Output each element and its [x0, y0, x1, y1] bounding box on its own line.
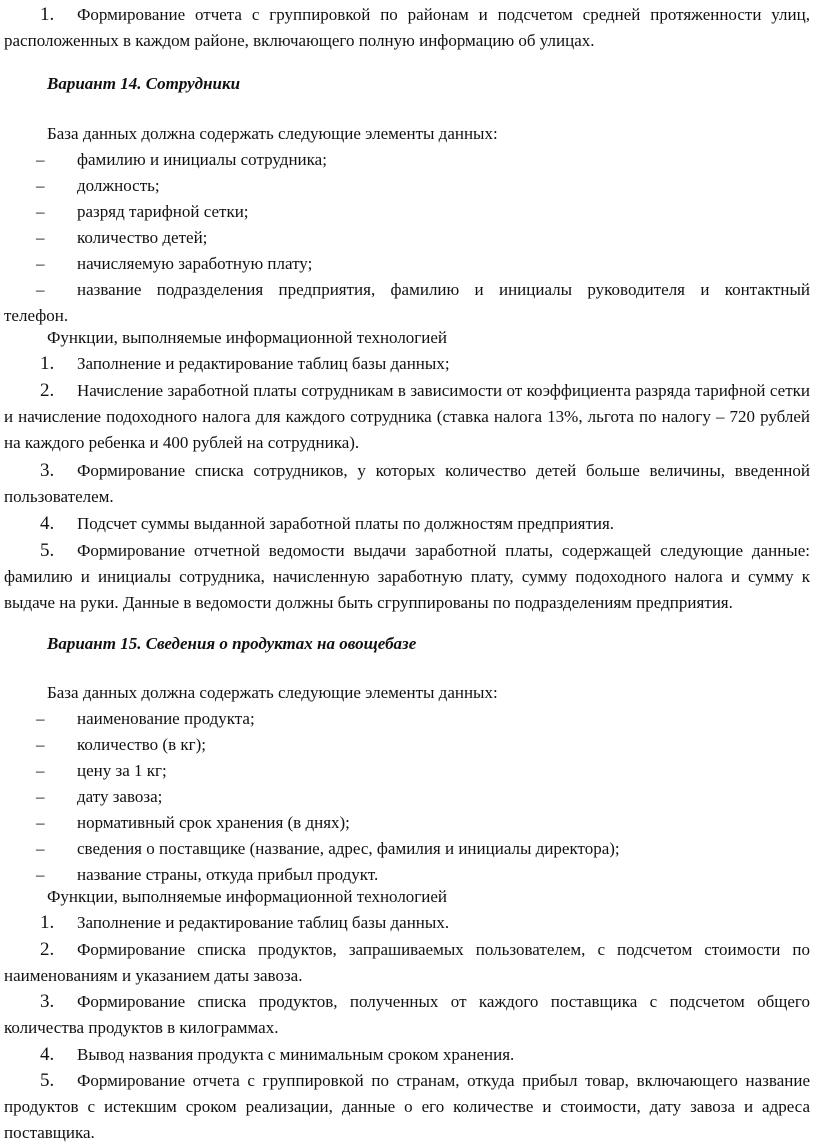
list-number: 1. — [40, 353, 55, 374]
list-number: 2. — [40, 939, 55, 960]
list-text: Формирование отчета с группировкой по районам и подсчетом средней протяженности улиц, расположенных в каждом районе, включающего полную информацию об улицах. — [4, 5, 810, 50]
dash-bullet: – — [36, 839, 45, 858]
list-number: 1. — [40, 4, 55, 25]
list-text: Вывод названия продукта с минимальным сроком хранения. — [77, 1045, 515, 1064]
list-text: Формирование списка продуктов, запрашиваемых пользователем, с подсчетом стоимости по наименованиям и указанием даты завоза. — [4, 940, 810, 985]
list-text: Заполнение и редактирование таблиц базы данных; — [77, 354, 450, 373]
dash-bullet: – — [36, 254, 45, 273]
element-text: дату завоза; — [77, 787, 163, 806]
element-text: начисляемую заработную плату; — [77, 254, 313, 273]
variant-14-heading: Вариант 14. Сотрудники — [47, 74, 241, 93]
variant-15-function-item — [4, 1068, 810, 1146]
element-text: количество детей; — [77, 228, 208, 247]
element-text: название страны, откуда прибыл продукт. — [77, 865, 379, 884]
element-text: разряд тарифной сетки; — [77, 202, 249, 221]
dash-bullet: – — [36, 735, 45, 754]
list-text: Заполнение и редактирование таблиц базы данных. — [77, 913, 450, 932]
variant-15-heading: Вариант 15. Сведения о продуктах на овощебазе — [47, 634, 417, 653]
list-text: Формирование списка продуктов, полученных от каждого поставщика с подсчетом общего количества продуктов в килограммах. — [4, 992, 810, 1037]
element-text: должность; — [77, 176, 160, 195]
variant-15-db-intro: База данных должна содержать следующие элементы данных: — [47, 683, 498, 702]
list-number: 3. — [40, 460, 55, 481]
variant-14-db-intro: База данных должна содержать следующие элементы данных: — [47, 124, 498, 143]
variant-15-function-item — [4, 1042, 810, 1068]
element-text: наименование продукта; — [77, 709, 255, 728]
variant-15-function-item — [4, 989, 810, 1041]
element-text: количество (в кг); — [77, 735, 206, 754]
list-number: 4. — [40, 513, 55, 534]
element-text: нормативный срок хранения (в днях); — [77, 813, 350, 832]
list-number: 2. — [40, 380, 55, 401]
list-text: Формирование отчетной ведомости выдачи заработной платы, содержащей следующие данные: фамилию и инициалы сотрудника, начисленную заработную плату, сумму подоходного налога и сумму к выдаче на руки. Данные в ведомости должны быть сгруппированы по подразделениям предприятия. — [4, 541, 810, 612]
element-text: фамилию и инициалы сотрудника; — [77, 150, 327, 169]
element-text: цену за 1 кг; — [77, 761, 167, 780]
variant-14-function-item — [4, 458, 810, 510]
variant-14-function-item — [4, 351, 810, 377]
variant-14-function-item — [4, 511, 810, 537]
dash-bullet: – — [36, 150, 45, 169]
list-number: 5. — [40, 1070, 55, 1091]
dash-bullet: – — [36, 813, 45, 832]
dash-bullet: – — [36, 176, 45, 195]
list-text: Формирование списка сотрудников, у которых количество детей больше величины, введенной пользователем. — [4, 461, 810, 506]
element-text: название подразделения предприятия, фамилию и инициалы руководителя и контактный — [77, 280, 810, 299]
dash-bullet: – — [36, 761, 45, 780]
list-text: Подсчет суммы выданной заработной платы по должностям предприятия. — [77, 514, 615, 533]
dash-bullet: – — [36, 280, 45, 299]
intro-list-item — [4, 2, 810, 54]
variant-15-function-item — [4, 910, 810, 936]
dash-bullet: – — [36, 787, 45, 806]
list-number: 4. — [40, 1044, 55, 1065]
list-number: 1. — [40, 912, 55, 933]
dash-bullet: – — [36, 865, 45, 884]
variant-14-function-item — [4, 538, 810, 616]
list-number: 5. — [40, 540, 55, 561]
element-text: сведения о поставщике (название, адрес, фамилия и инициалы директора); — [77, 839, 620, 858]
dash-bullet: – — [36, 202, 45, 221]
variant-14-function-item — [4, 378, 810, 456]
variant-14-functions-title: Функции, выполняемые информационной технологией — [47, 328, 448, 347]
element-text-continuation: телефон. — [4, 306, 69, 325]
list-text: Начисление заработной платы сотрудникам в зависимости от коэффициента разряда тарифной сетки и начисление подоходного налога для каждого сотрудника (ставка налога 13%, льгота по налогу – 720 рублей на каждого ребенка и 400 рублей на сотрудника). — [4, 381, 810, 452]
variant-15-function-item — [4, 937, 810, 989]
variant-15-functions-title: Функции, выполняемые информационной технологией — [47, 887, 448, 906]
list-number: 3. — [40, 991, 55, 1012]
dash-bullet: – — [36, 228, 45, 247]
list-text: Формирование отчета с группировкой по странам, откуда прибыл товар, включающего название продуктов с истекшим сроком реализации, данные о его количестве и стоимости, дату завоза и адреса поставщика. — [4, 1071, 810, 1142]
dash-bullet: – — [36, 709, 45, 728]
